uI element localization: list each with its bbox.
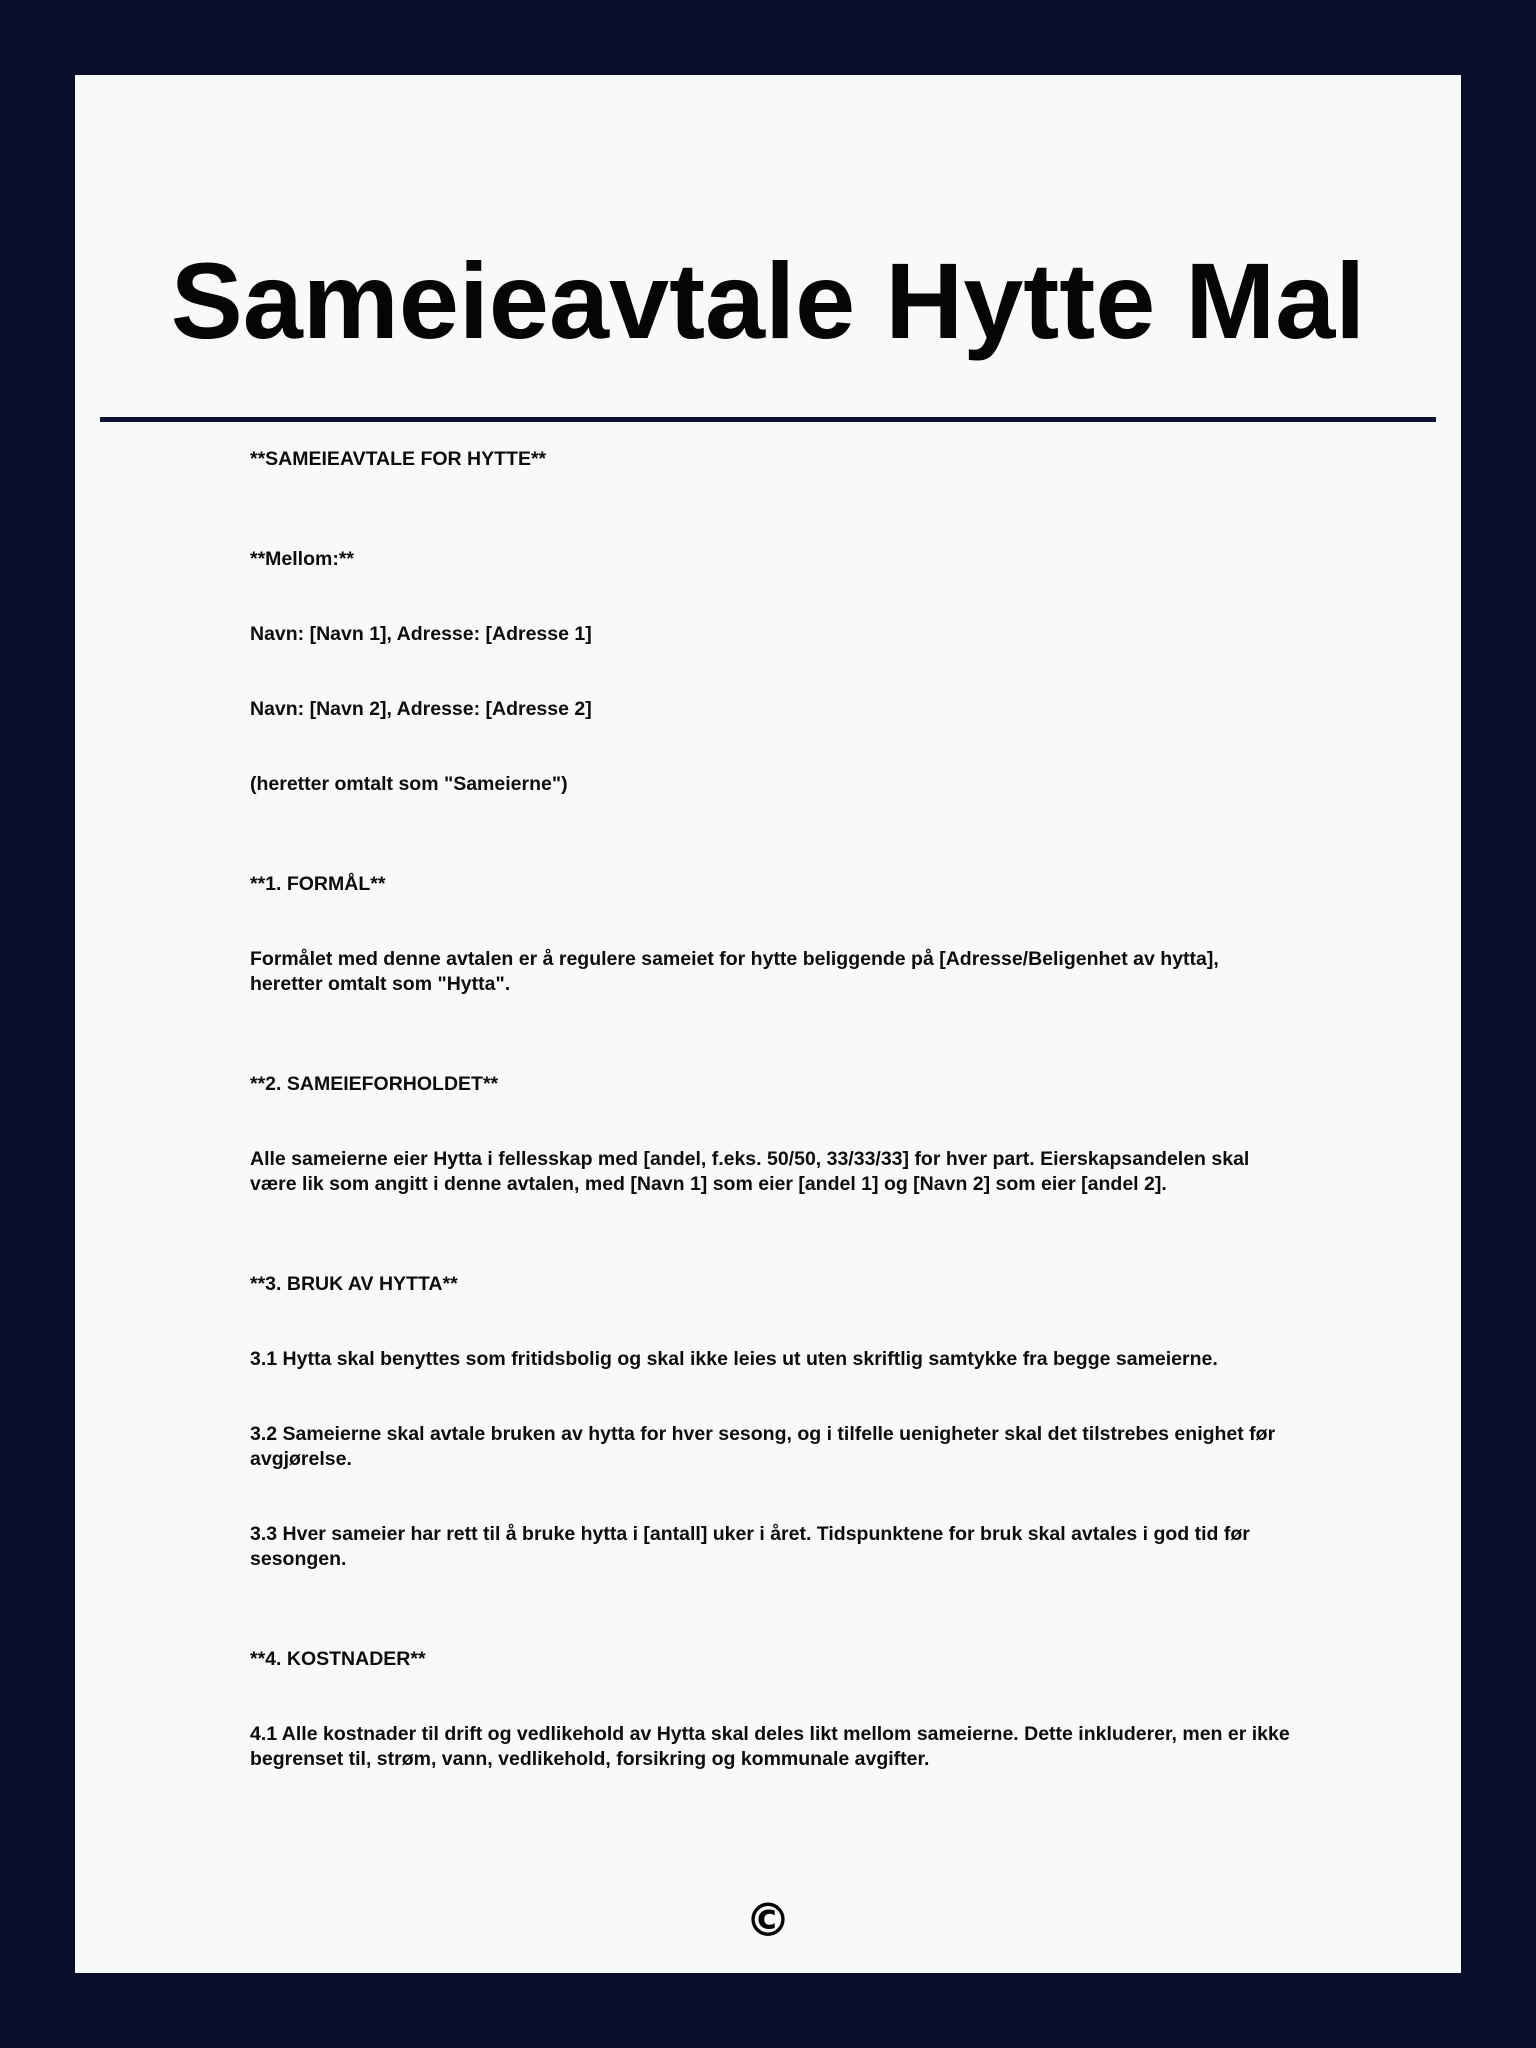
agreement-heading: **SAMEIEAVTALE FOR HYTTE** — [250, 448, 547, 470]
section-4-heading: **4. KOSTNADER** — [250, 1648, 426, 1670]
section-3-2-text: 3.2 Sameierne skal avtale bruken av hytta for hver sesong, og i tilfelle uenigheter skal det tilstrebes enighet før avgjørelse. — [250, 1423, 1276, 1470]
section-2-text: Alle sameierne eier Hytta i fellesskap med [andel, f.eks. 50/50, 33/33/33] for hver part. Eierskapsandelen skal være lik som angitt i denne avtalen, med [Navn 1] som eier [andel 1] og [Navn 2] som eier [andel 2]. — [250, 1148, 1250, 1195]
section-3-3-text: 3.3 Hver sameier har rett til å bruke hytta i [antall] uker i året. Tidspunktene for bruk skal avtales i god tid før sesongen. — [250, 1523, 1250, 1570]
document-page — [75, 75, 1461, 1973]
section-4-1-text: 4.1 Alle kostnader til drift og vedlikehold av Hytta skal deles likt mellom sameierne. Dette inkluderer, men er ikke begrenset til, strøm, vann, vedlikehold, forsikring og kommunale avgifter. — [250, 1723, 1290, 1770]
parties-reference: (heretter omtalt som "Sameierne") — [250, 773, 568, 795]
copyright-icon: © — [745, 1893, 791, 1947]
section-1-text: Formålet med denne avtalen er å regulere sameiet for hytte beliggende på [Adresse/Beligenhet av hytta], heretter omtalt som "Hytta". — [250, 948, 1219, 995]
title-divider — [100, 417, 1436, 422]
document-body — [250, 447, 1290, 1772]
section-1-heading: **1. FORMÅL** — [250, 873, 386, 895]
parties-heading: **Mellom:** — [250, 548, 355, 570]
page-title: Sameieavtale Hytte Mal — [170, 240, 1366, 361]
section-3-1-text: 3.1 Hytta skal benyttes som fritidsbolig og skal ikke leies ut uten skriftlig samtykke fra begge sameierne. — [250, 1348, 1218, 1370]
party-1-line: Navn: [Navn 1], Adresse: [Adresse 1] — [250, 623, 592, 645]
party-2-line: Navn: [Navn 2], Adresse: [Adresse 2] — [250, 698, 592, 720]
section-2-heading: **2. SAMEIEFORHOLDET** — [250, 1073, 499, 1095]
section-3-heading: **3. BRUK AV HYTTA** — [250, 1273, 458, 1295]
